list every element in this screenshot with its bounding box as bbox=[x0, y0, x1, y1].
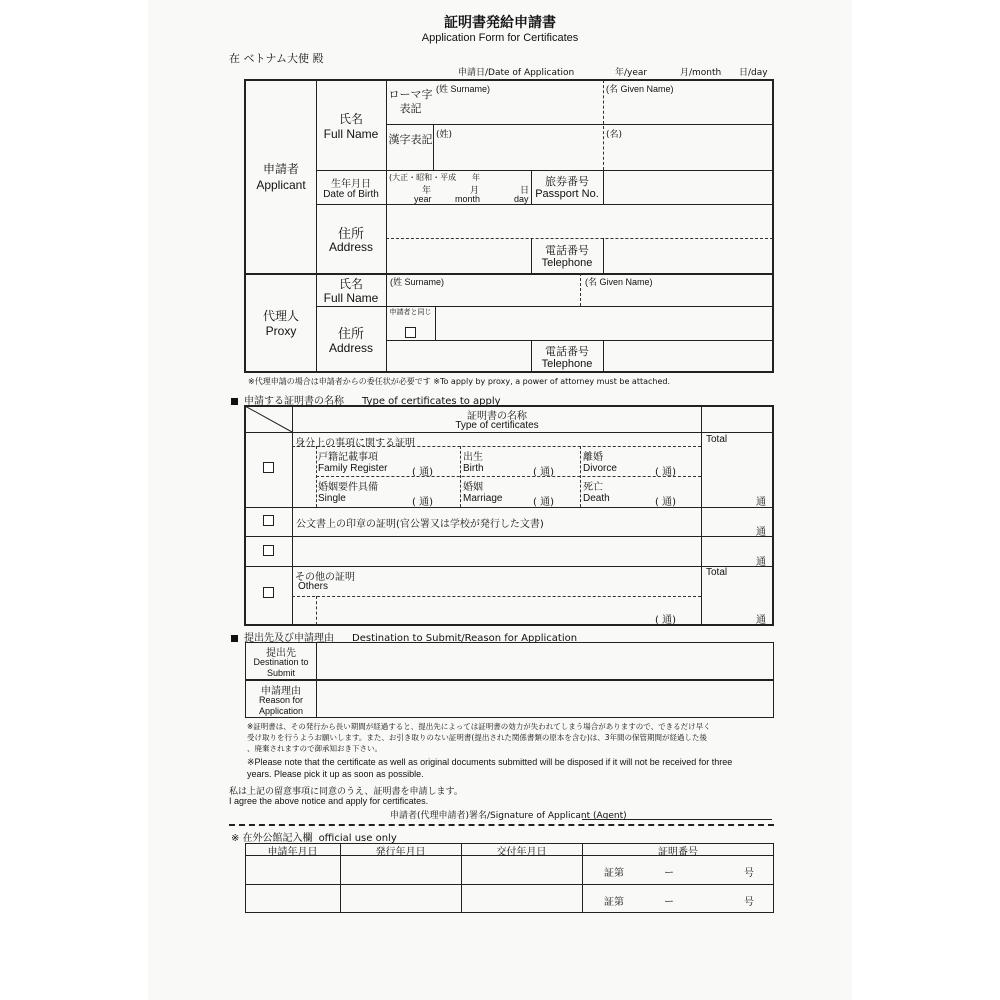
same-as-applicant-label: 申請者と同じ bbox=[389, 308, 432, 316]
proxy-label-en: Proxy bbox=[265, 324, 297, 338]
signature-line[interactable] bbox=[582, 819, 772, 820]
section-cert-heading-ja: 申請する証明書の名称 bbox=[244, 396, 344, 407]
destination-field[interactable] bbox=[318, 644, 770, 678]
official-heading-ja: ※ 在外公館記入欄 bbox=[231, 833, 313, 844]
dob-year-ja-top: 年 bbox=[472, 173, 480, 182]
item-death-count[interactable]: ( 通) bbox=[655, 497, 676, 508]
item-marriage-ja: 婚姻 bbox=[463, 482, 483, 493]
cert-number-suffix-1: 号 bbox=[744, 868, 754, 879]
reason-field[interactable] bbox=[318, 682, 770, 716]
same-as-applicant-checkbox[interactable] bbox=[405, 327, 416, 338]
dob-label-en: Date of Birth bbox=[323, 189, 379, 200]
official-heading bbox=[231, 829, 397, 844]
header-diagonal bbox=[245, 406, 293, 433]
date-month: 月/month bbox=[680, 68, 722, 78]
others-label-en: Others bbox=[298, 581, 329, 592]
proxy-tel-label: 電話番号 bbox=[545, 345, 589, 358]
item-divorce-count[interactable]: ( 通) bbox=[655, 467, 676, 478]
proxy-given-field[interactable]: (名 Given Name) bbox=[585, 277, 653, 287]
note-ja-line2: 受け取りを行うようお願いします。また、お引き取りのない証明書(提出された関係書類の原本を含む)は、3年間の保管期間が経過した後 bbox=[247, 733, 708, 742]
destination-label-en2: Submit bbox=[266, 668, 295, 678]
reason-label-en1: Reason for bbox=[258, 695, 304, 705]
item-divorce-en: Divorce bbox=[583, 463, 617, 474]
dob-year-ja: 年 bbox=[422, 186, 432, 196]
status-total-unit: 通 bbox=[756, 497, 766, 508]
cert-header-en: Type of certificates bbox=[455, 420, 539, 431]
others-total-unit: 通 bbox=[756, 615, 766, 626]
destination-label-en1: Destination to bbox=[253, 657, 309, 667]
applicant-tel-label-en: Telephone bbox=[541, 257, 593, 269]
seal-cert-checkbox[interactable] bbox=[263, 515, 274, 526]
item-single-ja: 婚姻要件具備 bbox=[318, 482, 378, 493]
agree-ja: 私は上記の留意事項に同意のうえ、証明書を申請します。 bbox=[229, 787, 463, 797]
status-cert-checkbox[interactable] bbox=[263, 462, 274, 473]
seal-cert-unit: 通 bbox=[756, 527, 766, 538]
reason-label: 申請理由 bbox=[261, 686, 301, 697]
proxy-address-label-en: Address bbox=[328, 341, 374, 355]
dob-day-ja: 日 bbox=[520, 186, 530, 196]
item-family-register-en: Family Register bbox=[318, 463, 388, 474]
cert-number-prefix-1: 証第 bbox=[604, 868, 624, 879]
others-cert-checkbox[interactable] bbox=[263, 587, 274, 598]
reason-label-en2: Application bbox=[258, 706, 304, 716]
dob-month-ja: 月 bbox=[470, 186, 480, 196]
date-label: 申請日/Date of Application bbox=[458, 68, 575, 78]
dob-year-en: year bbox=[414, 194, 432, 204]
item-marriage-en: Marriage bbox=[463, 493, 503, 504]
proxy-note: ※代理申請の場合は申請者からの委任状が必要です ※To apply by proxy, a power of attorney must be attached. bbox=[248, 377, 671, 386]
applicant-label: 申請者 bbox=[262, 162, 299, 176]
proxy-label: 代理人 bbox=[262, 309, 299, 323]
cert-number-prefix-2: 証第 bbox=[604, 897, 624, 908]
note-en-line2: years. Please pick it up as soon as possible. bbox=[247, 769, 424, 779]
blank-cert-checkbox[interactable] bbox=[263, 545, 274, 556]
dob-label: 生年月日 bbox=[331, 179, 371, 190]
given-romaji-field[interactable]: (名 Given Name) bbox=[606, 84, 674, 94]
proxy-address-label: 住所 bbox=[337, 327, 364, 342]
agree-en: I agree the above notice and apply for certificates. bbox=[229, 796, 429, 806]
applicant-address-label: 住所 bbox=[337, 227, 364, 242]
dob-month-en: month bbox=[455, 194, 481, 204]
item-birth-count[interactable]: ( 通) bbox=[533, 467, 554, 478]
section-bullet-icon bbox=[231, 398, 238, 405]
passport-label: 旅券番号 bbox=[545, 175, 589, 188]
others-label: その他の証明 bbox=[295, 572, 355, 583]
date-year: 年/year bbox=[615, 68, 648, 78]
proxy-fullname-label: 氏名 bbox=[338, 277, 363, 291]
col-deliver-date: 交付年月日 bbox=[496, 847, 547, 858]
applicant-address-label-en: Address bbox=[328, 240, 374, 254]
item-family-register-count[interactable]: ( 通) bbox=[412, 467, 433, 478]
col-apply-date: 申請年月日 bbox=[267, 847, 318, 858]
status-total-label: Total bbox=[706, 434, 728, 445]
section-dest-heading-en: Destination to Submit/Reason for Application bbox=[352, 633, 578, 644]
cert-header: 証明書の名称 bbox=[467, 411, 527, 422]
separator-dashed bbox=[229, 824, 774, 826]
applicant-fullname-label-en: Full Name bbox=[323, 127, 379, 141]
status-title: 身分上の事項に関する証明 bbox=[295, 438, 415, 449]
passport-label-en: Passport No. bbox=[535, 188, 599, 200]
item-divorce-ja: 離婚 bbox=[583, 452, 603, 463]
item-birth-ja: 出生 bbox=[463, 452, 483, 463]
proxy-surname-field[interactable]: (姓 Surname) bbox=[390, 277, 445, 287]
date-day: 日/day bbox=[739, 68, 768, 78]
applicant-tel-label: 電話番号 bbox=[545, 244, 589, 257]
form-title: 証明書発給申請書 bbox=[444, 15, 556, 31]
applicant-fullname-label: 氏名 bbox=[338, 112, 363, 126]
surname-romaji-field[interactable]: (姓 Surname) bbox=[436, 84, 491, 94]
kanji-label: 漢字表記 bbox=[388, 133, 433, 146]
cert-number-suffix-2: 号 bbox=[744, 897, 754, 908]
item-death-ja: 死亡 bbox=[583, 482, 603, 493]
col-issue-date: 発行年月日 bbox=[375, 847, 426, 858]
era-options: (大正・昭和・平成 bbox=[389, 173, 457, 182]
blank-cert-unit: 通 bbox=[756, 557, 766, 568]
seal-cert-label: 公文書上の印章の証明(官公署又は学校が発行した文書) bbox=[296, 519, 544, 530]
item-single-count[interactable]: ( 通) bbox=[412, 497, 433, 508]
proxy-tel-label-en: Telephone bbox=[541, 358, 593, 370]
item-birth-en: Birth bbox=[463, 463, 484, 474]
proxy-fullname-label-en: Full Name bbox=[323, 291, 379, 305]
section-bullet-icon bbox=[231, 635, 238, 642]
others-count[interactable]: ( 通) bbox=[655, 615, 676, 626]
note-ja-line1: ※証明書は、その発行から長い期間が経過すると、提出先によっては証明書の効力が失われてしまう場合がありますので、できるだけ早く bbox=[247, 722, 711, 731]
cert-number-dash-2: ー bbox=[664, 897, 674, 908]
cert-number-dash-1: ー bbox=[664, 868, 674, 879]
surname-kanji-field[interactable]: (姓) bbox=[436, 130, 453, 140]
addressee: 在 ベトナム大使 殿 bbox=[229, 52, 324, 65]
official-heading-en: official use only bbox=[318, 833, 397, 844]
section-dest-heading-ja: 提出先及び申請理由 bbox=[244, 633, 334, 644]
applicant-label-en: Applicant bbox=[256, 178, 306, 192]
item-family-register-ja: 戸籍記載事項 bbox=[318, 452, 378, 463]
others-total-label: Total bbox=[706, 567, 728, 578]
romaji-label: ローマ字表記 bbox=[388, 88, 433, 115]
destination-label: 提出先 bbox=[266, 648, 296, 659]
section-cert-heading-en: Type of certificates to apply bbox=[362, 396, 501, 407]
form-title-english: Application Form for Certificates bbox=[421, 32, 579, 44]
col-cert-number: 証明番号 bbox=[658, 847, 698, 858]
item-death-en: Death bbox=[583, 493, 610, 504]
note-ja-line3: 、廃棄されますので御承知おき下さい。 bbox=[247, 744, 382, 753]
item-single-en: Single bbox=[318, 493, 346, 504]
signature-label: 申請者(代理申請者)署名/Signature of Applicant (Agent) bbox=[390, 811, 627, 821]
item-marriage-count[interactable]: ( 通) bbox=[533, 497, 554, 508]
note-en-line1: ※Please note that the certificate as well as original documents submitted will be disposed if it will not be received for three bbox=[247, 757, 733, 767]
dob-day-en: day bbox=[514, 194, 529, 204]
given-kanji-field[interactable]: (名) bbox=[606, 130, 623, 140]
